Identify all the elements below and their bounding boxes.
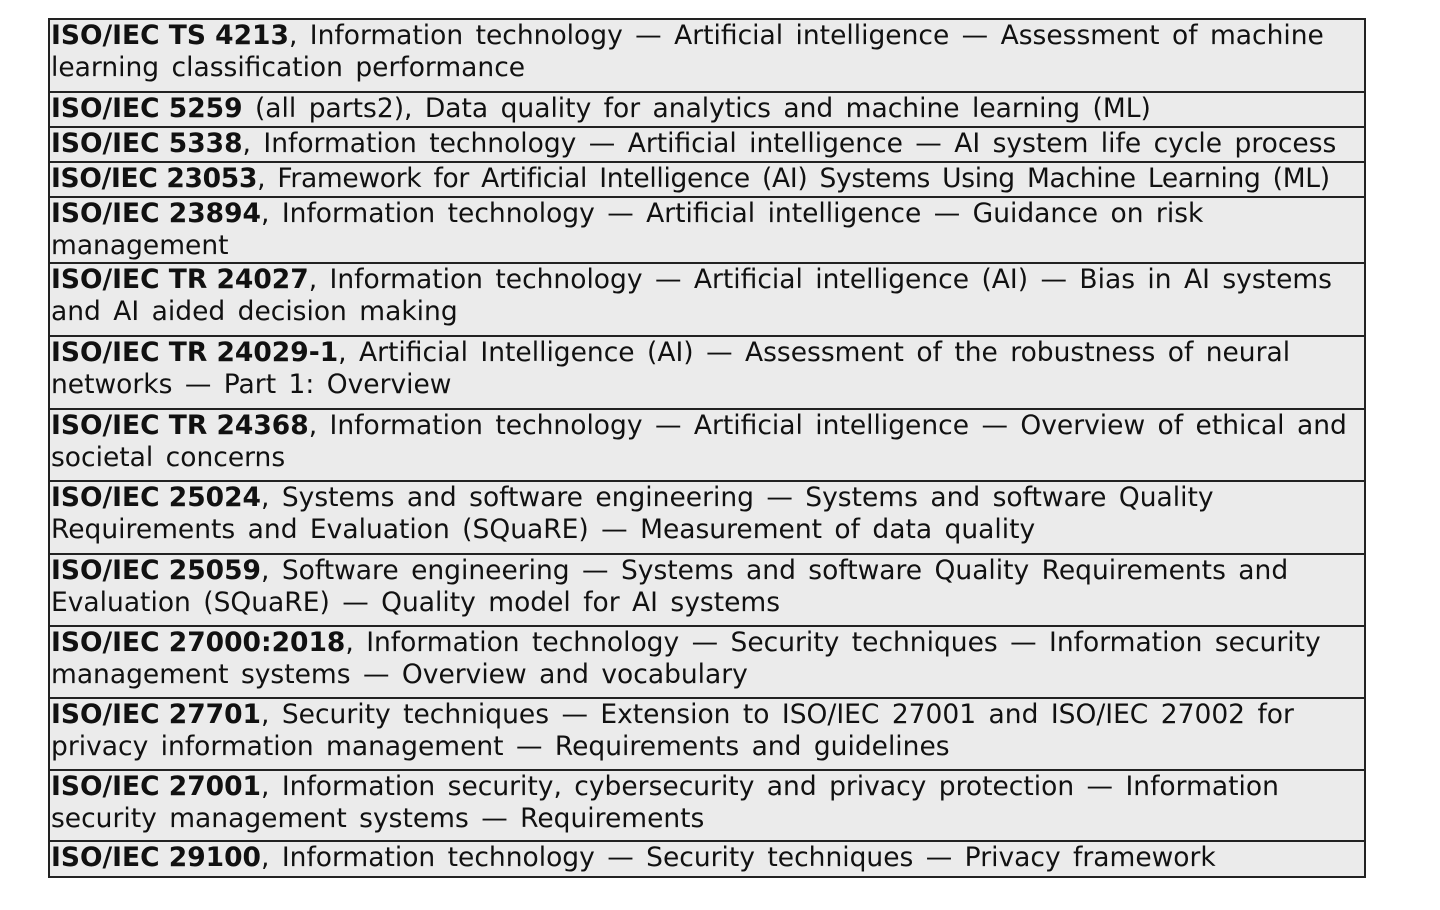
table-row — [49, 162, 1365, 197]
table-row — [49, 481, 1365, 554]
standard-title: , Information technology — Security techniques — Privacy framework — [260, 842, 1216, 873]
standard-cell — [49, 481, 1365, 554]
standard-cell — [49, 841, 1365, 877]
table-row — [49, 698, 1365, 770]
standard-cell — [49, 162, 1365, 197]
standard-cell — [49, 263, 1365, 336]
standard-title: , Artificial Intelligence (AI) — Assessment of the robustness of neural networks — Part 1: Overview — [51, 337, 1291, 400]
standard-cell — [49, 19, 1365, 92]
standard-title: , Information technology — Artificial intelligence — AI system life cycle process — [242, 128, 1337, 159]
table-row — [49, 92, 1365, 127]
standard-code: ISO/IEC 5259 — [51, 93, 243, 124]
table-row — [49, 336, 1365, 409]
standard-cell — [49, 626, 1365, 698]
standard-code: ISO/IEC 5338 — [51, 128, 243, 159]
standard-code: ISO/IEC TR 24368 — [51, 410, 309, 441]
standard-title: , Information technology — Artificial intelligence — Overview of ethical and societal concerns — [51, 410, 1347, 473]
table-row — [49, 127, 1365, 162]
standard-code: ISO/IEC 29100 — [51, 842, 261, 873]
standard-cell — [49, 336, 1365, 409]
standard-cell — [49, 409, 1365, 481]
table-row — [49, 554, 1365, 626]
table-row — [49, 409, 1365, 481]
standards-reference-table — [48, 18, 1366, 878]
standard-title: , Security techniques — Extension to ISO/IEC 27001 and ISO/IEC 27002 for privacy information management — Requirements and guidelines — [51, 699, 1294, 762]
standard-code: ISO/IEC 27001 — [51, 771, 261, 802]
standard-title: , Software engineering — Systems and software Quality Requirements and Evaluation (SQuaRE) — Quality model for AI systems — [51, 555, 1289, 618]
standard-cell — [49, 92, 1365, 127]
standard-code: ISO/IEC 25024 — [51, 482, 261, 513]
standard-code: ISO/IEC 23053 — [51, 163, 258, 194]
standard-cell — [49, 127, 1365, 162]
standard-title: , Information technology — Artificial intelligence (AI) — Bias in AI systems and AI aided decision making — [51, 264, 1332, 327]
standard-title: , Information technology — Security techniques — Information security management systems — Overview and vocabulary — [51, 627, 1321, 690]
standard-cell — [49, 197, 1365, 263]
standard-code: ISO/IEC 27000:2018 — [51, 627, 346, 658]
table-row — [49, 263, 1365, 336]
standard-code: ISO/IEC 25059 — [51, 555, 261, 586]
standard-title: , Information security, cybersecurity and privacy protection — Information security management systems — Requirements — [51, 771, 1279, 834]
standard-code: ISO/IEC TS 4213 — [51, 20, 289, 51]
standard-code: ISO/IEC 23894 — [51, 198, 261, 229]
table-row — [49, 626, 1365, 698]
standard-cell — [49, 698, 1365, 770]
standard-cell — [49, 554, 1365, 626]
table-row — [49, 197, 1365, 263]
table-row — [49, 841, 1365, 877]
table-row — [49, 19, 1365, 92]
standard-title: , Systems and software engineering — Systems and software Quality Requirements and Evaluation (SQuaRE) — Measurement of data quality — [51, 482, 1214, 545]
standard-code: ISO/IEC TR 24029-1 — [51, 337, 339, 368]
standard-title: , Information technology — Artificial intelligence — Assessment of machine learning classification performance — [51, 20, 1324, 83]
standard-cell — [49, 770, 1365, 841]
standard-title: (all parts2), Data quality for analytics and machine learning (ML) — [242, 93, 1151, 124]
standard-title: , Framework for Artificial Intelligence (AI) Systems Using Machine Learning (ML) — [257, 163, 1330, 194]
table-row — [49, 770, 1365, 841]
standard-title: , Information technology — Artificial intelligence — Guidance on risk management — [51, 198, 1204, 261]
standard-code: ISO/IEC TR 24027 — [51, 264, 309, 295]
standard-code: ISO/IEC 27701 — [51, 699, 261, 730]
